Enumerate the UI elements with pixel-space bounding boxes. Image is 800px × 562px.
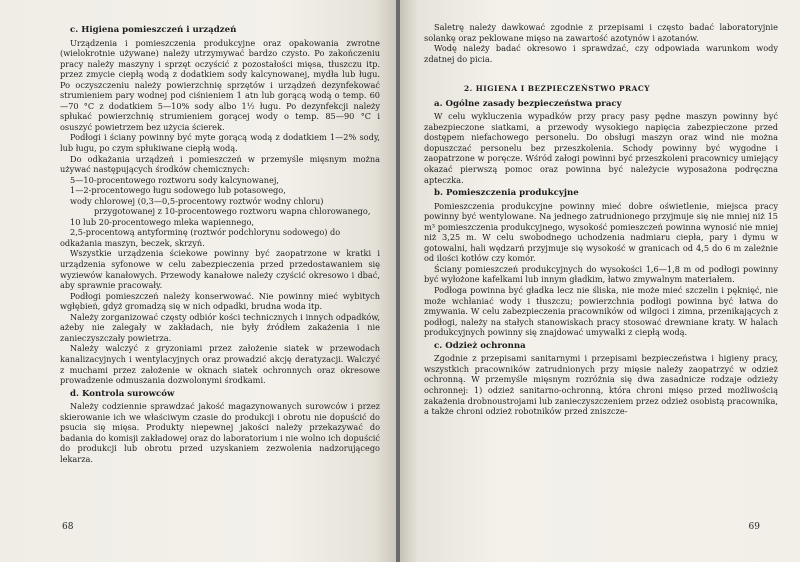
list-item: 10 lub 20-procentowego mleka wapiennego, bbox=[70, 216, 255, 227]
section-c-heading: c. Odzież ochronna bbox=[434, 340, 526, 351]
paragraph: Podłogi i ściany powinny być myte gorącą wodą z dodatkiem 1—2% sody, lub ługu, po czym spłukiwane ciepłą wodą. bbox=[60, 132, 380, 154]
paragraph: Pomieszczenia produkcyjne powinny mieć dobre oświetlenie, miejsca pracy powinny być wentylowane. Na jednego zatrudnionego przyjmuje się nie mniej niż 15 m³ pomieszczenia produkcyjnego, wysokość pomieszczeń powinna wynosić nie mniej niż 3,25 m. W celu swobodnego uchodzenia nadmiaru ciepła, pary i dymu w gotowalni, hali wędzarń przyjmuje się wysokość w granicach od 4,5 do 6 m zależnie od ilości kotłów czy komór. bbox=[424, 200, 778, 264]
paragraph: Wodę należy badać okresowo i sprawdzać, czy odpowiada warunkom wody zdatnej do picia. bbox=[424, 43, 778, 64]
paragraph: Podłoga powinna być gładka lecz nie śliska, nie może mieć szczelin i pęknięć, nie może wchłaniać wody i tłuszczu; powierzchnia podłogi powinna być łatwa do zmywania. W celu zabezpieczenia pracowników od wilgoci i zimna, przenikających z podłogi, należy na stałych stanowiskach pracy stosować drewniane kraty. W halach produkcyjnych powinny się znajdować umywalki z ciepłą wodą. bbox=[424, 285, 778, 338]
paragraph: W celu wykluczenia wypadków przy pracy pasy pędne maszyn powinny być zabezpieczone siatkami, a przewody wysokiego napięcia zabezpieczone przed dostępem niefachowego personelu. Do obsługi maszyn oraz wind nie można dopuszczać personelu bez przeszkolenia. Schody powinny być wygodne i zaopatrzone w poręcze. Wśród załogi powinni być przeszkoleni pracownicy umiejący okazać pierwszą pomoc oraz powinna być należycie wyposażona podręczna apteczka. bbox=[424, 111, 778, 185]
section-c-heading: c. Higiena pomieszczeń i urządzeń bbox=[70, 25, 237, 35]
section-b-heading: b. Pomieszczenia produkcyjne bbox=[434, 188, 579, 199]
list-item: 5—10-procentowego roztworu sody kalcynowanej, bbox=[70, 174, 280, 185]
paragraph: Do odkażania urządzeń i pomieszczeń w przemyśle mięsnym można używać następujących środków chemicznych: bbox=[60, 153, 380, 175]
page-number: 69 bbox=[748, 522, 760, 532]
left-page bbox=[0, 0, 398, 562]
right-page-text bbox=[424, 22, 778, 417]
paragraph: Należy walczyć z gryzoniami przez założenie siatek w przewodach kanalizacyjnych i wentylacyjnych oraz prowadzić akcję deratyzacji. Walczyć z muchami przez założenie w oknach siatek ochronnych oraz okresowe prowadzenie odmuszania dozwolonymi środkami. bbox=[60, 343, 380, 386]
chemical-agents-list bbox=[60, 175, 380, 249]
right-page bbox=[398, 0, 800, 562]
paragraph: Należy codziennie sprawdzać jakość magazynowanych surowców i przez skierowanie ich we właściwym czasie do produkcji i obrotu nie dopuścić do psucia się mięsa. Produkty niepewnej jakości należy przekazywać do badania do komisji zakładowej oraz do laboratorium i nie wolno ich dopuścić do produkcji lub obrotu przed uzyskaniem zezwolenia nadzorującego lekarza. bbox=[60, 401, 380, 464]
section-d-heading: d. Kontrola surowców bbox=[70, 388, 175, 399]
paragraph: Urządzenia i pomieszczenia produkcyjne oraz opakowania zwrotne (wielokrotnie używane) należy utrzymywać bardzo czysto. Po zakończeniu pracy należy maszyny i sprzęt oczyścić z pozostałości mięsa, tłuszczu itp. przez zmycie ciepłą wodą z dodatkiem sody kalcynowanej, mydła lub ługu. Po oczyszczeniu należy powierzchnię sprzętów i urządzeń dezynfekować strumieniem pary wodnej pod ciśnieniem 1 atn lub gorącą wodą o temp. 60—70 °C z dodatkiem 5—10% sody albo 1½ ługu. Po dezynfekcji należy spłukać powierzchnię strumieniem gorącej wody o temp. 85—90 °C i osuszyć powietrzem bez użycia ścierek. bbox=[60, 37, 380, 132]
paragraph: Ściany pomieszczeń produkcyjnych do wysokości 1,6—1,8 m od podłogi powinny być wyłożone kafelkami lub innym gładkim, łatwo zmywalnym materiałem. bbox=[424, 263, 778, 285]
page-number: 68 bbox=[62, 522, 74, 532]
list-item: wody chlorowej (0,3—0,5-procentowy roztwór wodny chloru) bbox=[70, 195, 324, 206]
book-gutter bbox=[396, 0, 400, 562]
paragraph: Podłogi pomieszczeń należy konserwować. Nie powinny mieć wybitych wgłębień, gdyż gromadzą się w nich odpadki, brudna woda itp. bbox=[60, 290, 380, 312]
left-page-text bbox=[60, 25, 380, 464]
paragraph: Zgodnie z przepisami sanitarnymi i przepisami bezpieczeństwa i higieny pracy, wszystkich pracowników zatrudnionych przy mięsie należy zaopatrzyć w odzież ochronną. W przemyśle mięsnym rozróżnia się dwa zasadnicze rodzaje odzieży ochronnej: 1) odzież sanitarno-ochronną, która chroni mięso przed możliwością zakażenia drobnoustrojami lub zanieczyszczeniem przez odzież osobistą pracownika, a także chroni odzież robotników przed zniszcze- bbox=[424, 353, 778, 417]
paragraph: Saletrę należy dawkować zgodnie z przepisami i często badać laboratoryjnie solankę oraz peklowane mięso na zawartość azotynów i azotanów. bbox=[424, 22, 778, 43]
list-item: 2,5-procentową antyforminę (roztwór podchlorynu sodowego) do odkażania maszyn, beczek, skrzyń. bbox=[60, 227, 341, 248]
list-item: 1—2-procentowego ługu sodowego lub potasowego, bbox=[70, 185, 286, 196]
chapter-heading: 2. HIGIENA I BEZPIECZEŃSTWO PRACY bbox=[464, 84, 651, 94]
paragraph: Wszystkie urządzenia ściekowe powinny być zaopatrzone w kratki i urządzenia syfonowe w celu zabezpieczenia przed przedostawaniem się wyziewów kanałowych. Przewody kanałowe należy czyścić okresowo i dbać, aby sprawnie pracowały. bbox=[60, 248, 380, 291]
section-a-heading: a. Ogólne zasady bezpieczeństwa pracy bbox=[434, 98, 622, 109]
paragraph: Należy zorganizować częsty odbiór kości technicznych i innych odpadków, ażeby nie zalegały w zakładach, nie były źródłem zakażenia i nie zanieczyszczały powietrza. bbox=[60, 311, 380, 343]
list-item: przygotowanej z 10-procentowego roztworu wapna chlorowanego, bbox=[94, 206, 371, 217]
